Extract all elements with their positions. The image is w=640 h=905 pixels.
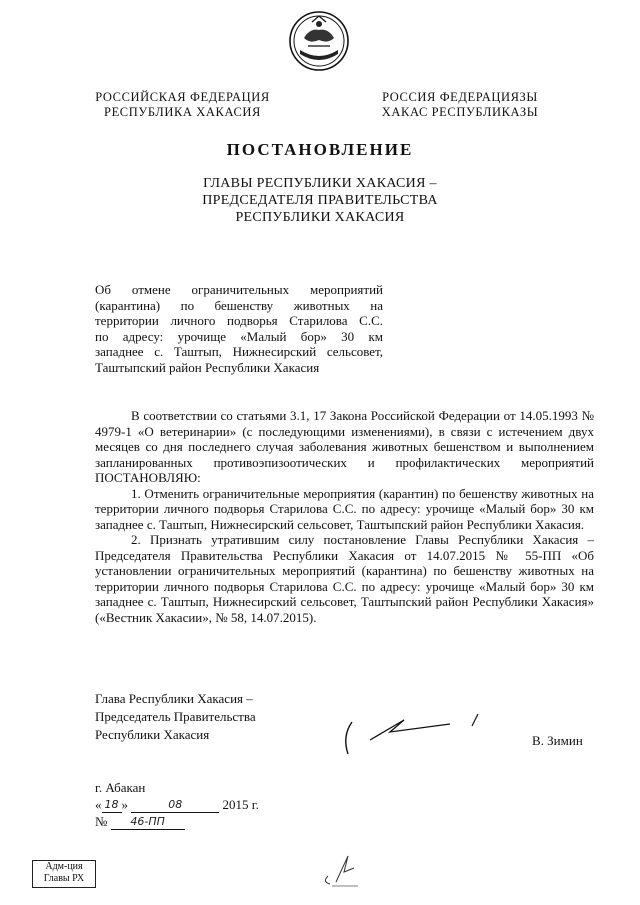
issuer-line: РЕСПУБЛИКИ ХАКАСИЯ (235, 210, 405, 225)
subject-line: Таштыпский район Республики Хакасия (95, 359, 320, 375)
signatory-name: В. Зимин (532, 733, 583, 748)
signatory-title (95, 690, 256, 744)
date-month: 08 (131, 798, 219, 813)
date-open-quote: « (95, 797, 102, 812)
registration-stamp (32, 860, 96, 888)
date-line (95, 797, 259, 813)
number-line (95, 814, 185, 830)
handwritten-signature (340, 708, 490, 760)
header-right-line1: РОССИЯ ФЕДЕРАЦИЯЗЫ (382, 90, 538, 104)
date-close-quote: » (121, 797, 128, 812)
subject-line: западнее с. Таштып, Нижнесирский сельсовет, (95, 344, 383, 359)
subject-line: по адресу: урочище «Малый бор» 30 км (95, 328, 383, 344)
body-text (95, 408, 594, 625)
header-left (85, 90, 280, 120)
header-left-line2: РЕСПУБЛИКА ХАКАСИЯ (104, 105, 261, 119)
body-paragraph-item-2: 2. Признать утратившим силу постановление Главы Республики Хакасия – Председателя Правительства Республики Хакасия от 14.07.2015 № 55-ПП «Об установлении ограничительных мероприятий (карантина) по бешенству животных на территории личного подворья Старилова С.С. по адресу: урочище «Малый бор» 30 км западнее с. Таштып, Нижнесирский сельсовет, Таштыпский район Республики Хакасия» («Вестник Хакасии», № 58, 14.07.2015). (95, 532, 594, 625)
issuer-block (0, 175, 640, 226)
date-day: 18 (102, 798, 122, 813)
city-label: г. Абакан (95, 780, 146, 795)
handwritten-scribble (318, 848, 366, 890)
signatory-title-line: Председатель Правительства (95, 709, 256, 724)
issuer-line: ГЛАВЫ РЕСПУБЛИКИ ХАКАСИЯ – (203, 176, 437, 191)
stamp-line: Главы РХ (43, 873, 85, 884)
subject-line: (карантина) по бешенству животных на (95, 297, 383, 313)
issuer-line: ПРЕДСЕДАТЕЛЯ ПРАВИТЕЛЬСТВА (202, 193, 438, 208)
date-year: 2015 г. (222, 797, 259, 812)
document-number: 46-ПП (111, 815, 185, 830)
signatory-title-line: Республики Хакасия (95, 727, 210, 742)
subject-line: Об отмене ограничительных мероприятий (95, 282, 383, 297)
subject-block (95, 282, 383, 375)
document-type-title: ПОСТАНОВЛЕНИЕ (226, 140, 414, 159)
header-left-line1: РОССИЙСКАЯ ФЕДЕРАЦИЯ (95, 90, 270, 104)
stamp-line: Адм-ция (45, 861, 83, 872)
header-right-line2: ХАКАС РЕСПУБЛИКАЗЫ (381, 105, 539, 119)
coat-of-arms-emblem (288, 10, 350, 72)
signatory-title-line: Глава Республики Хакасия – (95, 691, 253, 706)
body-paragraph-item-1: 1. Отменить ограничительные мероприятия (карантин) по бешенству животных на территории личного подворья Старилова С.С. по адресу: урочище «Малый бор» 30 км западнее с. Таштып, Нижнесирский сельсовет, Таштыпский район Республики Хакасия. (95, 485, 594, 532)
header-right (360, 90, 560, 120)
body-paragraph-preamble: В соответствии со статьями 3.1, 17 Закона Российской Федерации от 14.05.1993 № 4979-1 «О ветеринарии» (с последующими изменениями), в связи с истечением двух месяцев со дня последнего случая заболевания животных бешенством и выполнением запланированных противоэпизоотических и профилактических мероприятий ПОСТАНОВЛЯЮ: (95, 408, 594, 485)
number-prefix: № (95, 814, 108, 829)
subject-line: территории личного подворья Старилова С.С. (95, 313, 383, 328)
